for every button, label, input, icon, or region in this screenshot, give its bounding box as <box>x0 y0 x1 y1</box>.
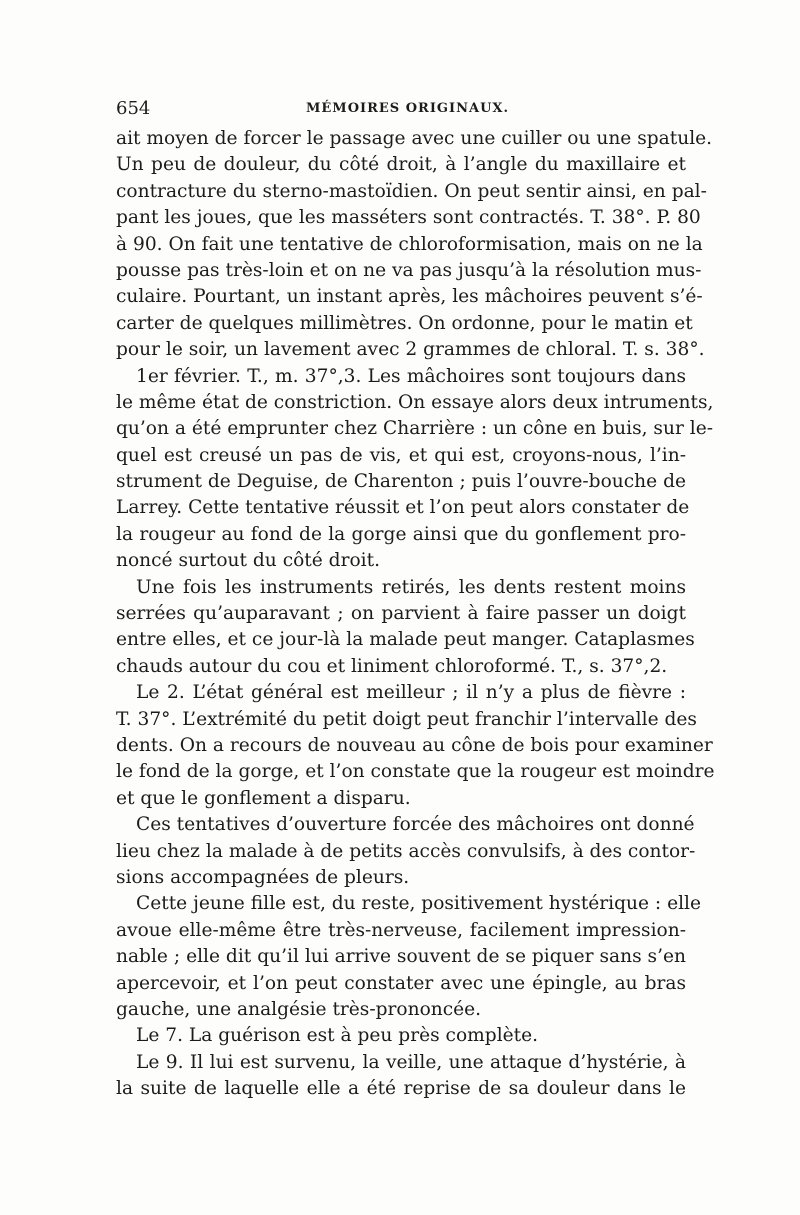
text-line: Le 2. L’état général est meilleur ; il n’y a plus de fièvre : <box>136 682 686 704</box>
text-line: sions accompagnées de pleurs. <box>116 866 410 888</box>
text-line: T. 37°. L’extrémité du petit doigt peut franchir l’intervalle des <box>116 708 697 730</box>
text-line: carter de quelques millimètres. On ordonne, pour le matin et <box>116 312 693 334</box>
text-line: apercevoir, et l’on peut constater avec une épingle, au bras <box>116 972 686 994</box>
paragraph <box>116 126 713 364</box>
text-line: contracture du sterno-mastoïdien. On peut sentir ainsi, en pal- <box>116 180 707 202</box>
text-line: avoue elle-même être très-nerveuse, facilement impression- <box>116 919 686 941</box>
text-line: quel est creusé un pas de vis, et qui est, croyons-nous, l’in- <box>116 444 686 466</box>
text-line: le fond de la gorge, et l’on constate que la rougeur est moindre <box>116 761 715 783</box>
text-line: Un peu de douleur, du côté droit, à l’angle du maxillaire et <box>116 154 686 176</box>
text-line: 1er février. T., m. 37°,3. Les mâchoires sont toujours dans <box>136 365 686 387</box>
running-head-title: MÉMOIRES ORIGINAUX. <box>306 101 510 116</box>
text-line: Une fois les instruments retirés, les dents restent moins <box>136 576 686 598</box>
text-line: entre elles, et ce jour-là la malade peut manger. Cataplasmes <box>116 629 695 651</box>
text-line: Le 7. La guérison est à peu près complète. <box>136 1025 539 1047</box>
paragraph <box>116 891 701 1023</box>
text-line: ait moyen de forcer le passage avec une cuiller ou une spatule. <box>116 128 713 149</box>
text-line: lieu chez la malade à de petits accès convulsifs, à des contor- <box>116 840 696 862</box>
text-line: pousse pas très-loin et on ne va pas jusqu’à la résolution mus- <box>116 259 702 281</box>
text-line: chauds autour du cou et liniment chloroformé. T., s. 37°,2. <box>116 655 668 677</box>
paragraph <box>116 364 714 575</box>
text-line: dents. On a recours de nouveau au cône de bois pour examiner <box>116 734 713 756</box>
text-line: la rougeur au fond de la gorge ainsi que du gonflement pro- <box>116 523 686 545</box>
text-line: Le 9. Il lui est survenu, la veille, une attaque d’hystérie, à <box>136 1051 686 1073</box>
page-number: 654 <box>116 98 151 119</box>
text-line: Larrey. Cette tentative réussit et l’on peut alors constater de <box>116 497 690 519</box>
text-line: noncé surtout du côté droit. <box>116 550 380 572</box>
text-line: qu’on a été emprunter chez Charrière : un cône en buis, sur le- <box>116 418 713 440</box>
text-line: serrées qu’auparavant ; on parvient à faire passer un doigt <box>116 603 686 625</box>
paragraph <box>116 1050 686 1103</box>
text-line: nable ; elle dit qu’il lui arrive souvent de se piquer sans s’en <box>116 946 686 968</box>
paragraph <box>116 1023 686 1049</box>
text-line: pant les joues, que les masséters sont contractés. T. 38°. P. 80 <box>116 207 701 229</box>
paragraph <box>116 812 696 891</box>
text-line: le même état de constriction. On essaye alors deux intruments, <box>116 391 714 413</box>
text-line: Cette jeune fille est, du reste, positivement hystérique : elle <box>136 893 701 915</box>
text-line: gauche, une analgésie très-prononcée. <box>116 998 482 1020</box>
text-line: la suite de laquelle elle a été reprise de sa douleur dans le <box>116 1078 686 1100</box>
text-line: à 90. On fait une tentative de chloroformisation, mais on ne la <box>116 233 703 255</box>
text-line: strument de Deguise, de Charenton ; puis l’ouvre-bouche de <box>116 471 686 493</box>
text-line: pour le soir, un lavement avec 2 grammes de chloral. T. s. 38°. <box>116 339 705 361</box>
paragraph <box>116 575 695 681</box>
text-line: et que le gonflement a disparu. <box>116 787 411 809</box>
paragraph <box>116 680 715 812</box>
running-head <box>116 98 686 126</box>
text-line: Ces tentatives d’ouverture forcée des mâchoires ont donné <box>136 814 695 836</box>
body-text <box>116 126 715 1102</box>
text-line: culaire. Pourtant, un instant après, les mâchoires peuvent s’é- <box>116 286 703 308</box>
